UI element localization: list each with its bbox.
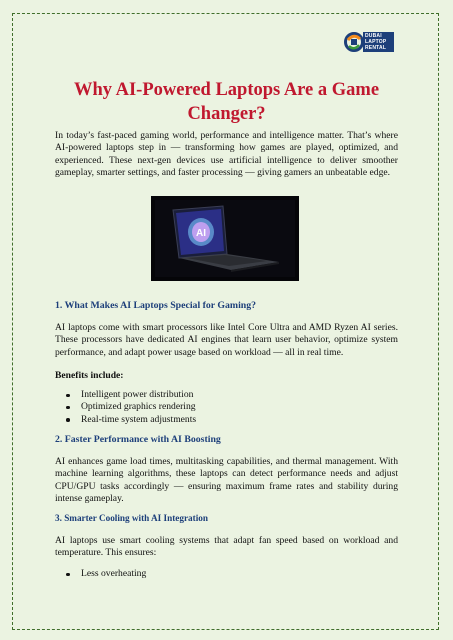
- section-1-heading: 1. What Makes AI Laptops Special for Gaming?: [55, 300, 257, 311]
- section-2-heading: 2. Faster Performance with AI Boosting: [55, 434, 221, 445]
- list-item: Optimized graphics rendering: [66, 401, 196, 413]
- bullet-icon: [66, 573, 70, 577]
- bullet-icon: [66, 394, 70, 398]
- section-3-body: AI laptops use smart cooling systems that adapt fan speed based on workload and temperature. This ensures:: [55, 535, 398, 559]
- section-1-body: AI laptops come with smart processors like Intel Core Ultra and AMD Ryzen AI series. These processors have dedicated AI engines that learn user behavior, optimize system performance, and adapt power usage based on workload — all in real time.: [55, 322, 398, 358]
- bullet-icon: [66, 406, 70, 410]
- section-2-body: AI enhances game load times, multitasking capabilities, and thermal management. With machine learning algorithms, these laptops can detect performance needs and adjust CPU/GPU tasks accordingly — ensuring maximum frame rates and stability during intense gameplay.: [55, 456, 398, 505]
- laptop-screen-text: AI: [196, 228, 206, 239]
- list-item: Intelligent power distribution: [66, 389, 196, 401]
- logo-line-3: RENTAL: [365, 45, 387, 51]
- page-title: Why AI-Powered Laptops Are a Game Changer?: [73, 80, 380, 124]
- logo-wordmark: [363, 32, 394, 52]
- company-logo: [344, 31, 394, 53]
- benefits-list: [66, 389, 196, 426]
- cooling-list: [66, 568, 146, 580]
- logo-line-1: DUBAI: [365, 33, 382, 39]
- list-item: Less overheating: [66, 568, 146, 580]
- benefits-label: Benefits include:: [55, 370, 124, 381]
- list-item: Real-time system adjustments: [66, 414, 196, 426]
- logo-line-2: LAPTOP: [365, 39, 387, 45]
- bullet-icon: [66, 418, 70, 422]
- section-3-heading: 3. Smarter Cooling with AI Integration: [55, 513, 208, 523]
- logo-swirl-icon: [344, 31, 364, 53]
- hero-laptop-image: [151, 196, 299, 281]
- ai-laptop-illustration: [151, 196, 299, 281]
- intro-paragraph: In today’s fast-paced gaming world, performance and intelligence matter. That’s where AI-powered laptops step in — transforming how games are played, optimized, and experienced. These next-gen devices use artificial intelligence to deliver smoother gameplay, smarter settings, and faster processing — giving gamers an unbeatable edge.: [55, 130, 398, 179]
